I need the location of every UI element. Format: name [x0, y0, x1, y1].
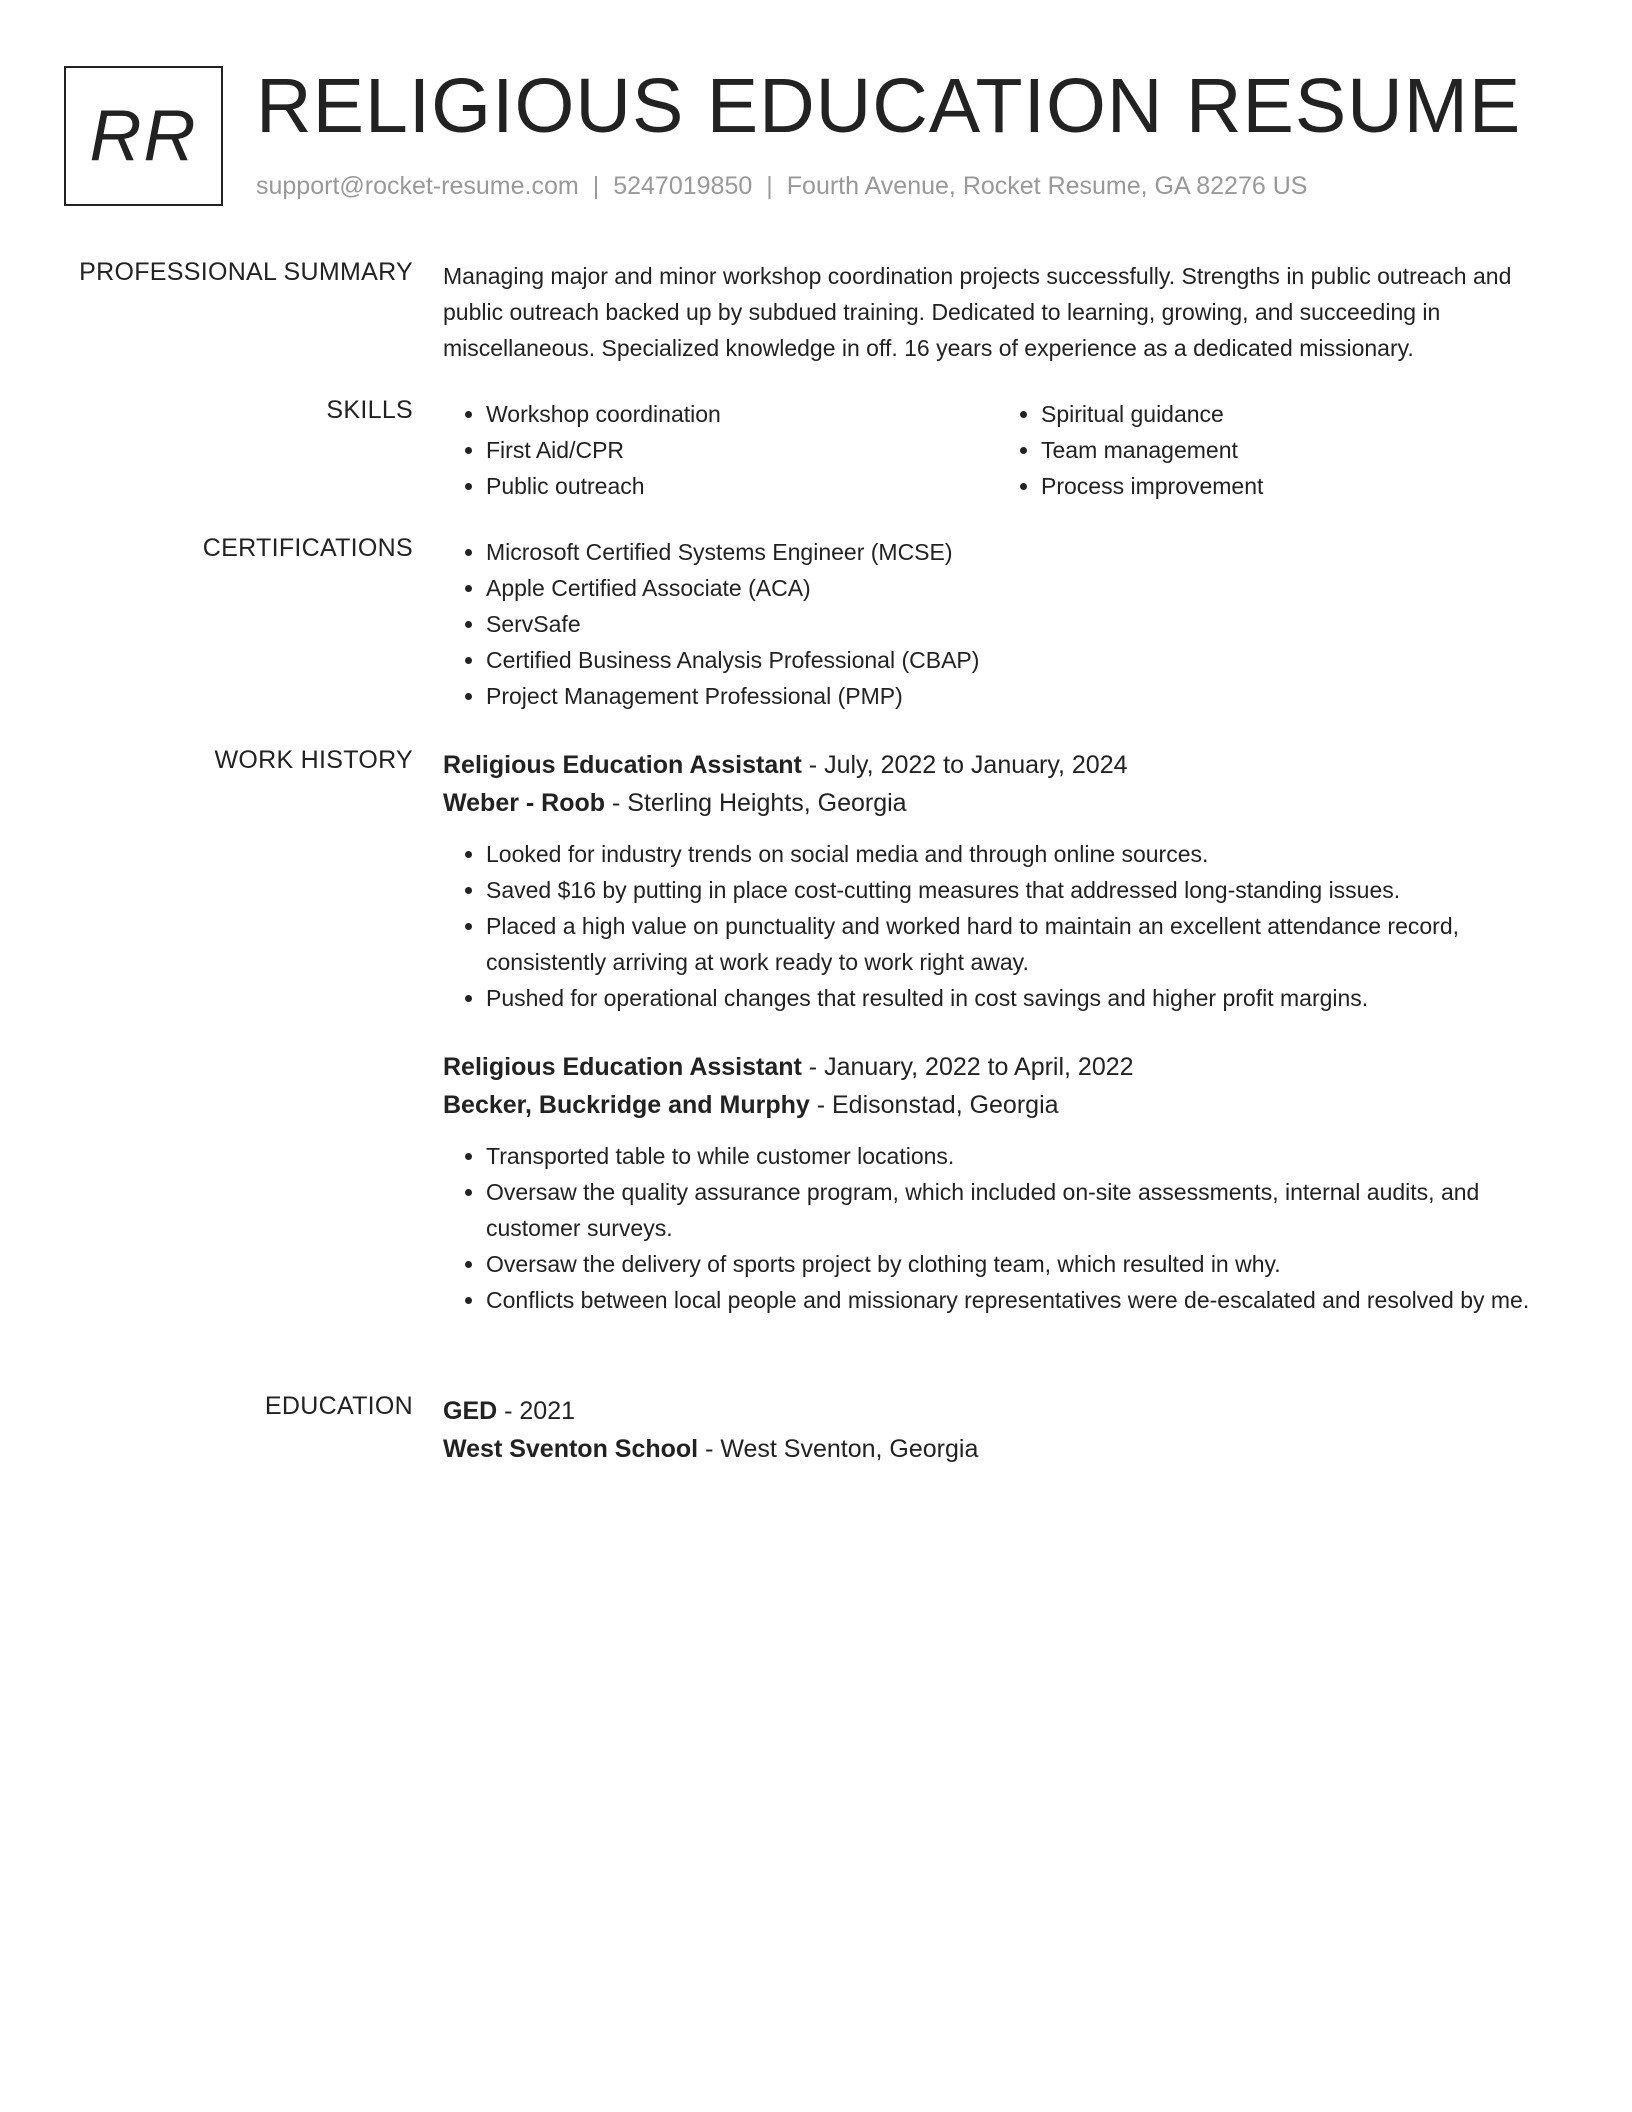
skills-body	[443, 396, 1553, 504]
job-location: - Sterling Heights, Georgia	[605, 789, 907, 817]
job-company: Weber - Roob	[443, 789, 606, 817]
job-bullets	[443, 1138, 1553, 1318]
list-item: • Process improvement	[1041, 468, 1553, 504]
list-item: • Looked for industry trends on social media and through online sources.	[486, 836, 1553, 872]
job-dates: - January, 2022 to April, 2022	[801, 1053, 1134, 1081]
list-item: • Public outreach	[486, 468, 998, 504]
list-item: • Microsoft Certified Systems Engineer (MCSE)	[486, 534, 1553, 570]
list-item: • Apple Certified Associate (ACA)	[486, 570, 1553, 606]
list-item: • Project Management Professional (PMP)	[486, 678, 1553, 714]
contact-phone: 5247019850	[613, 172, 753, 200]
monogram-logo: RR	[64, 66, 223, 206]
job-role: Religious Education Assistant	[443, 1053, 802, 1081]
contact-line	[256, 172, 1307, 201]
list-item: • Oversaw the delivery of sports project by clothing team, which resulted in why.	[486, 1246, 1553, 1282]
list-item: • Workshop coordination	[486, 396, 998, 432]
job-company-line	[443, 1086, 1553, 1124]
job-entry	[443, 746, 1553, 1016]
education-school-line	[443, 1430, 1553, 1468]
education-location: - West Sventon, Georgia	[698, 1435, 979, 1463]
contact-separator: |	[766, 172, 773, 200]
contact-separator: |	[592, 172, 600, 200]
skills-column-1	[443, 396, 998, 504]
resume-header	[64, 64, 1584, 214]
list-item: • Placed a high value on punctuality and worked hard to maintain an excellent attendance record, consistently arriving at work ready to work right away.	[486, 908, 1553, 980]
list-item: • Spiritual guidance	[1041, 396, 1553, 432]
education-degree: GED	[443, 1397, 498, 1425]
skills-column-2	[998, 396, 1553, 504]
certifications-list	[443, 534, 1553, 714]
job-location: - Edisonstad, Georgia	[809, 1091, 1059, 1119]
section-title-work: WORK HISTORY	[214, 746, 413, 774]
section-title-education: EDUCATION	[264, 1392, 413, 1420]
section-title-certifications: CERTIFICATIONS	[202, 534, 413, 562]
list-item: • Oversaw the quality assurance program, which included on-site assessments, internal audits, and customer surveys.	[486, 1174, 1553, 1246]
list-item: • Certified Business Analysis Professional (CBAP)	[486, 642, 1553, 678]
section-title-skills: SKILLS	[326, 396, 413, 424]
certifications-body	[443, 534, 1553, 714]
education-degree-line	[443, 1392, 1553, 1430]
section-title-summary: PROFESSIONAL SUMMARY	[79, 258, 413, 286]
list-item: • Conflicts between local people and missionary representatives were de-escalated and resolved by me.	[486, 1282, 1553, 1318]
job-title-line	[443, 746, 1553, 784]
job-company-line	[443, 784, 1553, 822]
job-title-line	[443, 1048, 1553, 1086]
job-role: Religious Education Assistant	[443, 751, 802, 779]
job-dates: - July, 2022 to January, 2024	[801, 751, 1128, 779]
list-item: • Saved $16 by putting in place cost-cutting measures that addressed long-standing issues.	[486, 872, 1553, 908]
education-body	[443, 1392, 1553, 1482]
contact-email: support@rocket-resume.com	[256, 172, 579, 200]
work-body	[443, 746, 1553, 1318]
list-item: • Pushed for operational changes that resulted in cost savings and higher profit margins.	[486, 980, 1553, 1016]
list-item: • Team management	[1041, 432, 1553, 468]
list-item: • ServSafe	[486, 606, 1553, 642]
education-year: - 2021	[497, 1397, 576, 1425]
education-school: West Sventon School	[443, 1435, 699, 1463]
summary-text: Managing major and minor workshop coordination projects successfully. Strengths in public outreach and public outreach backed up by subdued training. Dedicated to learning, growing, and succeeding in miscellaneous. Specialized knowledge in off. 16 years of experience as a dedicated missionary.	[443, 263, 1512, 361]
job-entry	[443, 1048, 1553, 1318]
resume-title: RELIGIOUS EDUCATION RESUME	[256, 63, 1522, 149]
skills-grid	[443, 396, 1553, 504]
list-item: • Transported table to while customer locations.	[486, 1138, 1553, 1174]
list-item: • First Aid/CPR	[486, 432, 998, 468]
contact-address: Fourth Avenue, Rocket Resume, GA 82276 US	[786, 172, 1308, 200]
job-bullets	[443, 836, 1553, 1016]
job-company: Becker, Buckridge and Murphy	[443, 1091, 810, 1119]
